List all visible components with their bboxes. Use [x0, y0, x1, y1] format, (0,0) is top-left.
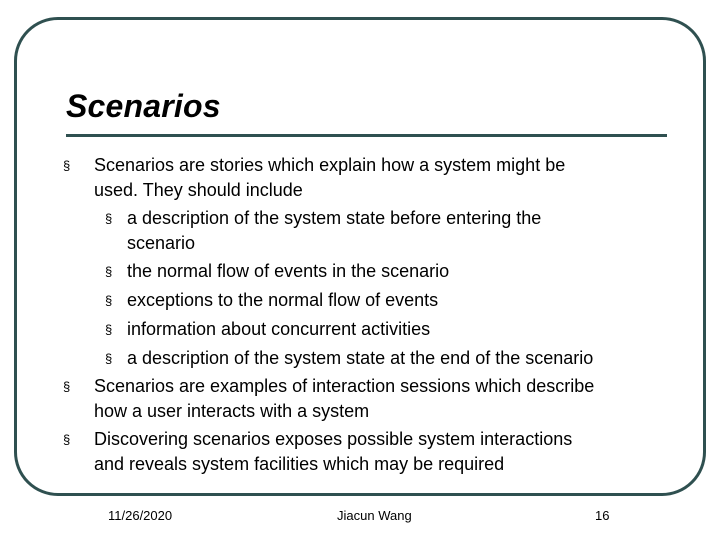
slide-title: Scenarios: [66, 88, 221, 124]
sub-bullet-text: a description of the system state before entering the: [127, 208, 542, 229]
bullet-icon: §: [105, 350, 113, 366]
bullet-text: and reveals system facilities which may be required: [94, 453, 505, 474]
sub-bullet-text: exceptions to the normal flow of events: [127, 290, 439, 311]
sub-bullet-text: a description of the system state at the end of the scenario: [127, 347, 594, 368]
bullet-text: Scenarios are stories which explain how a system might be: [94, 155, 566, 175]
bullet-icon: §: [105, 293, 113, 309]
bullet-icon: §: [63, 379, 71, 395]
footer-date: 11/26/2020: [108, 508, 173, 523]
footer-page-number: 16: [595, 508, 610, 523]
bullet-text: Scenarios are examples of interaction sessions which describe: [94, 376, 595, 397]
bullet-text: Discovering scenarios exposes possible system interactions: [94, 429, 573, 450]
sub-bullet-text: scenario: [127, 232, 196, 253]
bullet-icon: §: [105, 321, 113, 337]
bullet-text: used. They should include: [94, 179, 303, 200]
bullet-icon: §: [105, 211, 113, 227]
sub-bullet-text: the normal flow of events in the scenario: [127, 261, 450, 282]
title-underline: [66, 134, 667, 137]
bullet-text: how a user interacts with a system: [94, 400, 370, 421]
bullet-icon: §: [63, 158, 71, 173]
bullet-icon: §: [63, 432, 71, 448]
footer-author: Jiacun Wang: [337, 508, 412, 523]
sub-bullet-text: information about concurrent activities: [127, 318, 431, 339]
bullet-icon: §: [105, 264, 113, 280]
